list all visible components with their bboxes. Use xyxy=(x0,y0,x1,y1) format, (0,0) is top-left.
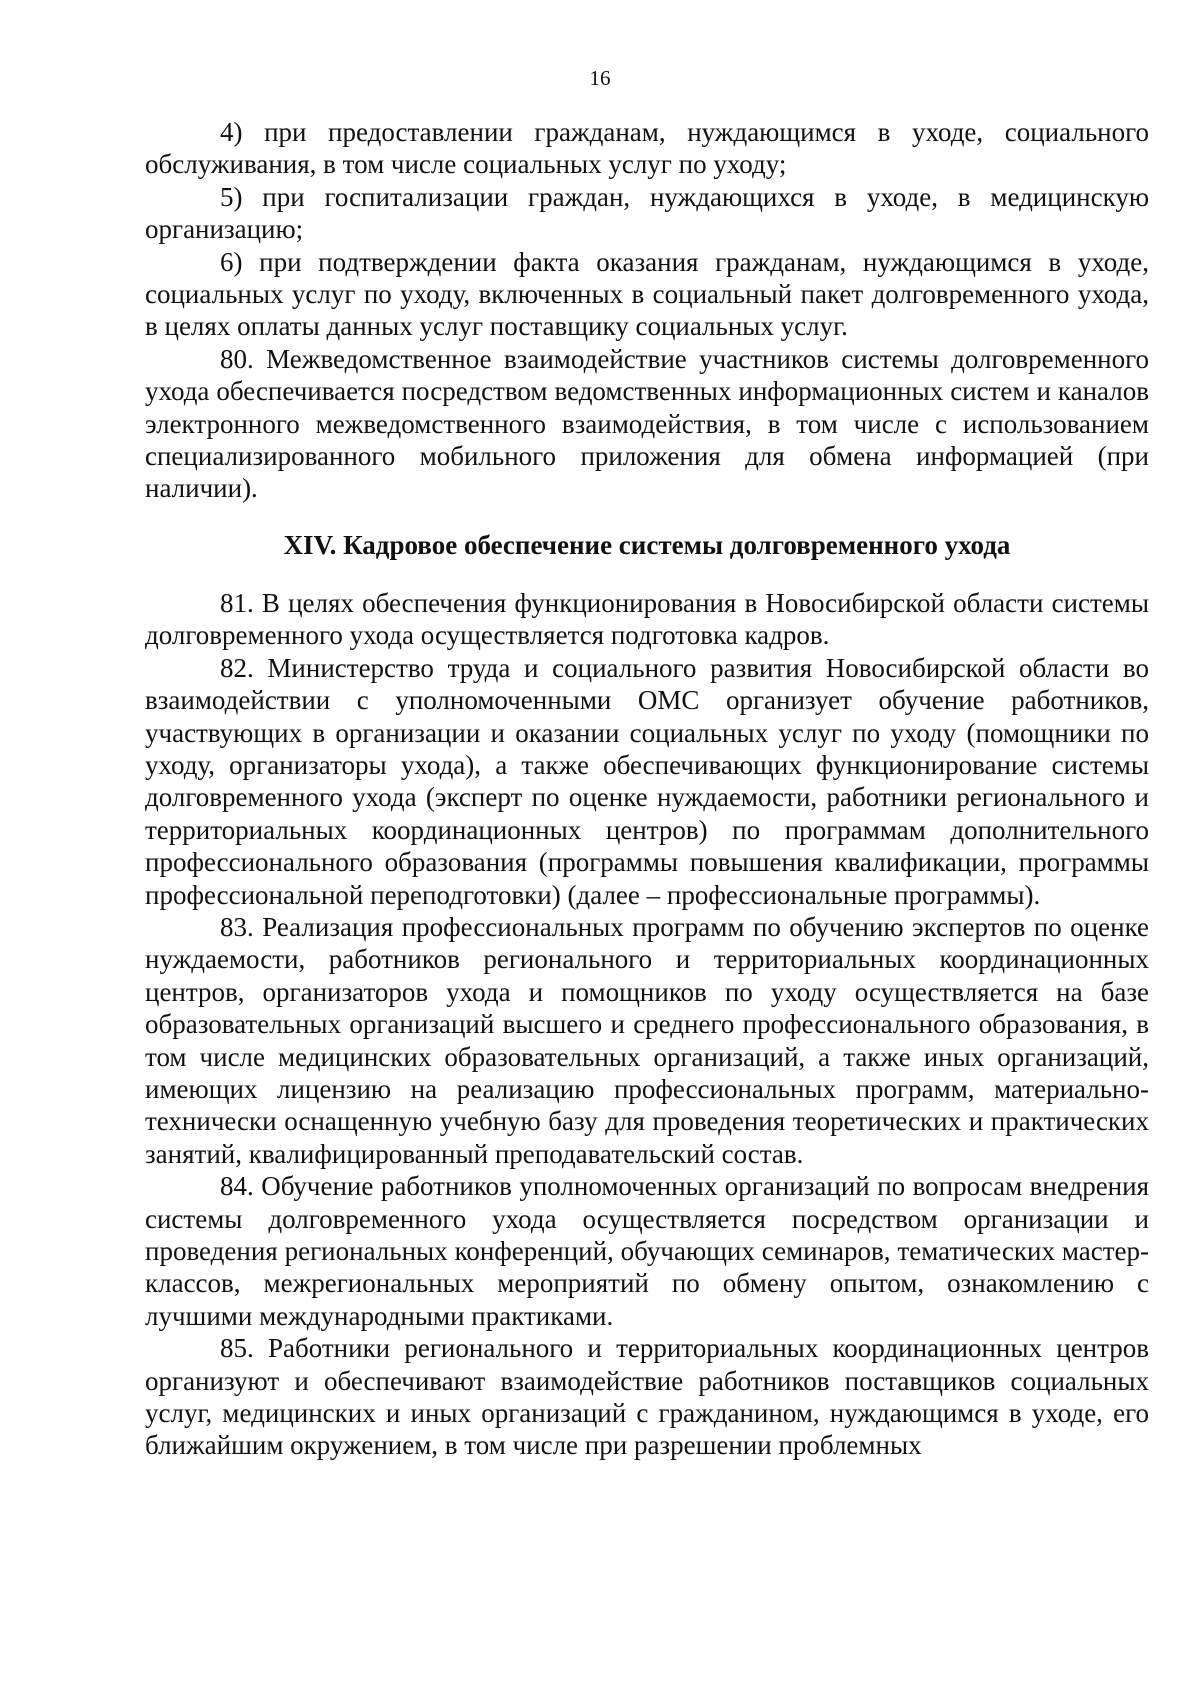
list-item-5: 5) при госпитализации граждан, нуждающихся в уходе, в медицинскую организацию; xyxy=(145,181,1149,245)
page-number: 16 xyxy=(589,66,611,90)
paragraph-80: 80. Межведомственное взаимодействие участников системы долговременного ухода обеспечивается посредством ведомственных информационных систем и каналов электронного межведомственного взаимодействия, в том числе с использованием специализированного мобильного приложения для обмена информацией (при наличии). xyxy=(145,343,1149,504)
list-item-6: 6) при подтверждении факта оказания гражданам, нуждающимся в уходе, социальных услуг по уходу, включенных в социальный пакет долговременного ухода, в целях оплаты данных услуг поставщику социальных услуг. xyxy=(145,246,1149,342)
paragraph-82: 82. Министерство труда и социального развития Новосибирской области во взаимодействии с уполномоченными ОМС организует обучение работников, участвующих в организации и оказании социальных услуг по уходу (помощники по уходу, организаторы ухода), а также обеспечивающих функционирование системы долговременного ухода (эксперт по оценке нуждаемости, работники регионального и территориальных координационных центров) по программам дополнительного профессионального образования (программы повышения квалификации, программы профессиональной переподготовки) (далее – профессиональные программы). xyxy=(145,652,1149,910)
paragraph-83: 83. Реализация профессиональных программ по обучению экспертов по оценке нуждаемости, работников регионального и территориальных координационных центров, организаторов ухода и помощников по уходу осуществляется на базе образовательных организаций высшего и среднего профессионального образования, в том числе медицинских образовательных организаций, а также иных организаций, имеющих лицензию на реализацию профессиональных программ, материально-технически оснащенную учебную базу для проведения теоретических и практических занятий, квалифицированный преподавательский состав. xyxy=(145,911,1149,1169)
paragraph-81: 81. В целях обеспечения функционирования в Новосибирской области системы долговременного ухода осуществляется подготовка кадров. xyxy=(145,587,1149,651)
section-heading: XIV. Кадровое обеспечение системы долговременного ухода xyxy=(283,529,1011,560)
document-body xyxy=(145,116,1149,1462)
paragraph-85: 85. Работники регионального и территориальных координационных центров организуют и обеспечивают взаимодействие работников поставщиков социальных услуг, медицинских и иных организаций с гражданином, нуждающимся в уходе, его ближайшим окружением, в том числе при разрешении проблемных xyxy=(145,1333,1149,1461)
list-item-4: 4) при предоставлении гражданам, нуждающимся в уходе, социального обслуживания, в том числе социальных услуг по уходу; xyxy=(145,117,1149,180)
paragraph-84: 84. Обучение работников уполномоченных организаций по вопросам внедрения системы долговременного ухода осуществляется посредством организации и проведения региональных конференций, обучающих семинаров, тематических мастер-классов, межрегиональных мероприятий по обмену опытом, ознакомлению с лучшими международными практиками. xyxy=(145,1171,1149,1331)
